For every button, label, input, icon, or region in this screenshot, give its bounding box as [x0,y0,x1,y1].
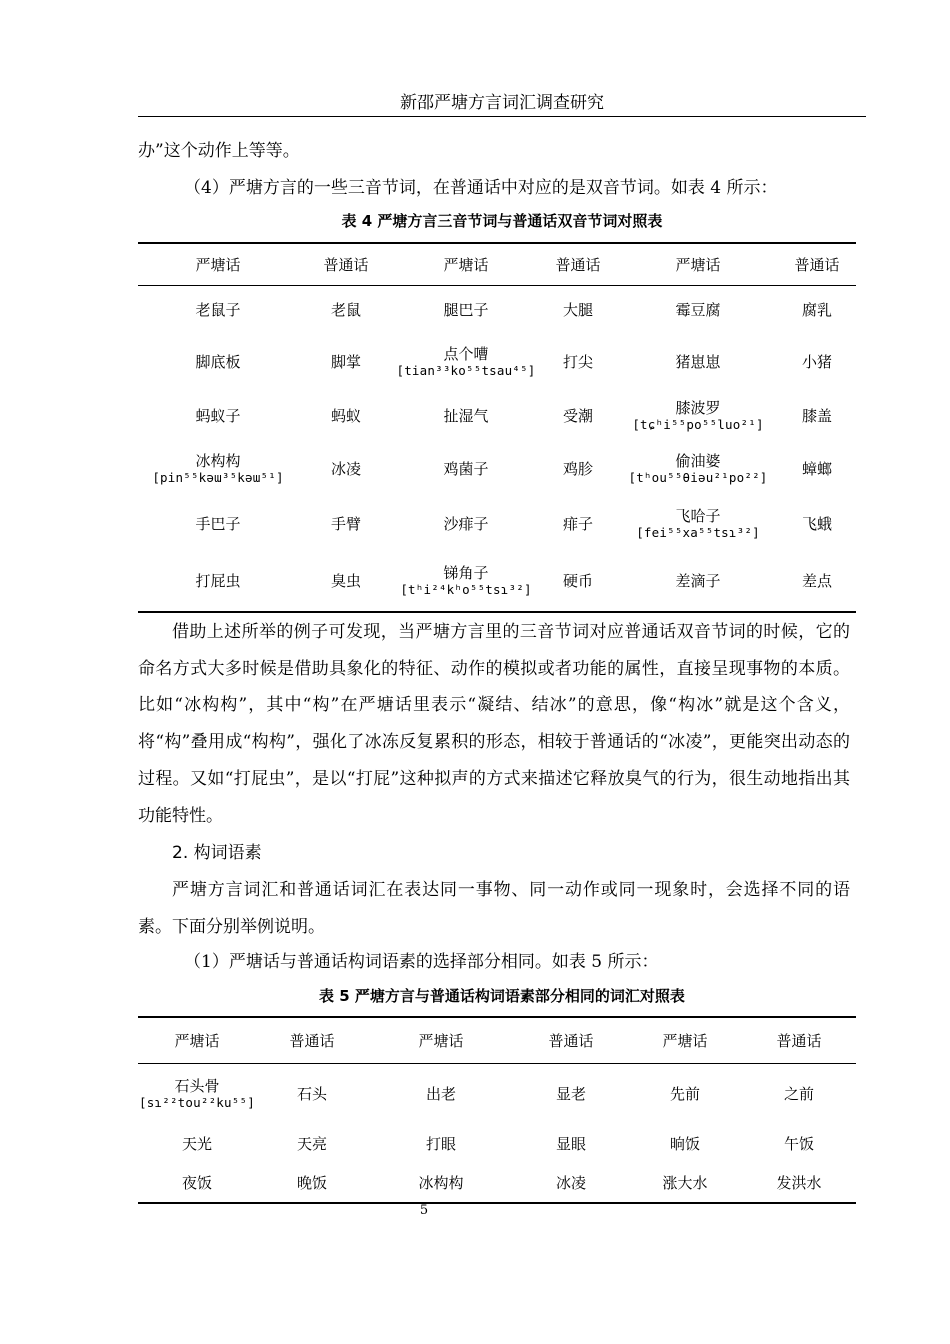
table-row [138,285,856,334]
table-row [138,389,856,442]
dialect-word: 腐乳 [801,300,832,319]
dialect-word: 扯湿气 [443,406,489,425]
dialect-word: 石头 [296,1084,327,1103]
table-cell [618,334,778,389]
table-cell [138,389,298,442]
dialect-word: 老鼠子 [195,300,241,319]
dialect-word: 差滴子 [675,572,721,590]
table-row [138,334,856,389]
ipa-transcription: [tʰou⁵⁵θiəu²¹po²²] [628,470,768,485]
table-cell [256,1063,368,1124]
table-cell [538,442,618,496]
table-cell [138,285,298,334]
dialect-word: 先前 [669,1084,700,1103]
table-cell [514,1124,628,1163]
table-cell [298,389,394,442]
dialect-word: 蚂蚁 [330,406,361,425]
running-header: 新邵严塘方言词汇调查研究 [400,93,604,113]
table-cell [778,442,856,496]
table-cell [514,1163,628,1203]
ipa-transcription: [tian³³ko⁵⁵tsau⁴⁵] [396,362,536,378]
table-cell [538,551,618,612]
column-header: 严塘话 [394,243,538,285]
table-cell [618,285,778,334]
column-header: 严塘话 [138,1017,256,1063]
column-header: 普通话 [256,1017,368,1063]
dialect-word: 冰凌 [330,460,361,478]
table-cell [138,551,298,612]
table-row [138,551,856,612]
dialect-word: 蚂蚁子 [195,406,241,425]
table5-caption: 表 5 严塘方言与普通话构词语素部分相同的词汇对照表 [319,987,685,1005]
table-cell [138,1063,256,1124]
table-cell [538,389,618,442]
table-cell [256,1124,368,1163]
dialect-word: 石头骨 [174,1076,220,1095]
dialect-word: 大腿 [562,300,593,319]
dialect-word: 晚饭 [296,1173,327,1192]
dialect-word: 手巴子 [195,514,241,533]
dialect-word: 打眼 [425,1134,456,1153]
table-cell [538,496,618,551]
ipa-transcription: [tʰi²⁴kʰo⁵⁵tsɿ³²] [400,582,532,597]
dialect-word: 受潮 [562,406,593,425]
paragraph-morphemes: 严塘方言词汇和普通话词汇在表达同一事物、同一动作或同一现象时，会选择不同的语素。下面分别举例说明。 [138,880,850,937]
table-row [138,1063,856,1124]
table-cell [514,1063,628,1124]
column-header: 严塘话 [368,1017,514,1063]
dialect-word: 差点 [801,572,832,590]
table-cell [618,442,778,496]
table-cell [138,442,298,496]
table-cell [138,1163,256,1203]
column-header: 严塘话 [138,243,298,285]
column-header: 普通话 [514,1017,628,1063]
paragraph-table4-intro: （4）严塘方言的一些三音节词，在普通话中对应的是双音节词。如表 4 所示： [184,178,778,198]
dialect-word: 夜饭 [181,1173,212,1192]
dialect-word: 冰构构 [195,452,241,470]
table-cell [778,285,856,334]
dialect-word: 天光 [181,1134,212,1153]
table-cell [778,496,856,551]
table-cell [538,334,618,389]
table-cell [538,285,618,334]
dialect-word: 打屁虫 [195,572,241,590]
dialect-word: 冰构构 [418,1173,464,1192]
column-header: 严塘话 [628,1017,742,1063]
paragraph-analysis: 借助上述所举的例子可发现，当严塘方言里的三音节词对应普通话双音节词的时候，它的命名方式大多时候是借助具象化的特征、动作的模拟或者功能的属性，直接呈现事物的本质。比如“冰构构”，其中“构”在严塘话里表示“凝结、结冰”的意思，像“构冰”就是这个含义，将“构”叠用成“构构”，强化了冰冻反复累积的形态，相较于普通话的“冰凌”，更能突出动态的过程。又如“打屁虫”，是以“打屁”这种拟声的方式来描述它释放臭气的行为，很生动地指出其功能特性。 [138,622,850,826]
dialect-word: 膝波罗 [675,398,721,417]
column-header: 普通话 [742,1017,856,1063]
dialect-word: 显老 [555,1084,586,1103]
paragraph-table5-intro: （1）严塘话与普通话构词语素的选择部分相同。如表 5 所示： [184,952,659,972]
ipa-transcription: [tɕʰi⁵⁵po⁵⁵luo²¹] [632,416,764,432]
dialect-word: 霉豆腐 [675,300,721,319]
table-cell [298,496,394,551]
table-cell [618,551,778,612]
dialect-word: 点个嘈 [443,344,489,363]
dialect-word: 臭虫 [330,572,361,590]
dialect-word: 老鼠 [330,300,361,319]
table-cell [368,1163,514,1203]
table-cell [394,389,538,442]
table-cell [778,389,856,442]
dialect-word: 小猪 [801,352,832,371]
dialect-word: 出老 [425,1084,456,1103]
dialect-word: 沙痱子 [443,514,489,533]
table-cell [628,1163,742,1203]
table5 [138,1016,856,1204]
table-header-row [138,1017,856,1063]
dialect-word: 发洪水 [776,1173,822,1192]
dialect-word: 飞蛾 [801,514,832,533]
column-header: 普通话 [298,243,394,285]
dialect-word: 天亮 [296,1134,327,1153]
table-cell [368,1063,514,1124]
dialect-word: 晌饭 [669,1134,700,1153]
dialect-word: 之前 [783,1084,814,1103]
dialect-word: 冰凌 [555,1173,586,1192]
dialect-word: 膝盖 [801,406,832,425]
table-cell [742,1124,856,1163]
page-number: 5 [419,1203,429,1218]
dialect-word: 痱子 [562,514,593,533]
table-cell [628,1124,742,1163]
dialect-word: 锑角子 [443,564,489,582]
dialect-word: 硬币 [562,572,593,590]
table-cell [778,551,856,612]
dialect-word: 飞哈子 [675,506,721,525]
table-header-row [138,243,856,285]
table-cell [778,334,856,389]
ipa-transcription: [sɿ²²tou²²ku⁵⁵] [139,1094,255,1110]
ipa-transcription: [fei⁵⁵xa⁵⁵tsɿ³²] [636,524,760,540]
table-cell [394,285,538,334]
table-cell [138,496,298,551]
table-cell [628,1063,742,1124]
table-cell [394,496,538,551]
dialect-word: 猪崽崽 [675,352,721,371]
table4-caption: 表 4 严塘方言三音节词与普通话双音节词对照表 [341,212,663,230]
table-cell [742,1163,856,1203]
table-cell [298,442,394,496]
dialect-word: 脚掌 [330,352,361,371]
table4 [138,242,856,613]
dialect-word: 蟑螂 [801,460,832,478]
table-row [138,496,856,551]
dialect-word: 鸡胗 [562,460,593,478]
dialect-word: 脚底板 [195,352,241,371]
table-row [138,1163,856,1203]
table-cell [256,1163,368,1203]
table-cell [298,551,394,612]
dialect-word: 鸡菌子 [443,460,489,478]
column-header: 普通话 [778,243,856,285]
column-header: 普通话 [538,243,618,285]
table-cell [138,1124,256,1163]
dialect-word: 涨大水 [662,1173,708,1192]
dialect-word: 午饭 [783,1134,814,1153]
table-row [138,442,856,496]
table-cell [742,1063,856,1124]
table-cell [138,334,298,389]
dialect-word: 显眼 [555,1134,586,1153]
section-heading: 2. 构词语素 [172,843,262,863]
dialect-word: 腿巴子 [443,300,489,319]
dialect-word: 打尖 [562,352,593,371]
table-cell [394,334,538,389]
table-row [138,1124,856,1163]
paragraph-continuation: 办”这个动作上等等。 [138,141,300,161]
table-cell [298,285,394,334]
table-cell [394,551,538,612]
column-header: 严塘话 [618,243,778,285]
ipa-transcription: [pin⁵⁵kəɯ³⁵kəɯ⁵¹] [152,470,284,485]
table-cell [298,334,394,389]
table-cell [618,496,778,551]
table-cell [368,1124,514,1163]
dialect-word: 偷油婆 [675,452,721,470]
table-cell [394,442,538,496]
dialect-word: 手臂 [330,514,361,533]
table-cell [618,389,778,442]
header-rule [138,116,866,117]
